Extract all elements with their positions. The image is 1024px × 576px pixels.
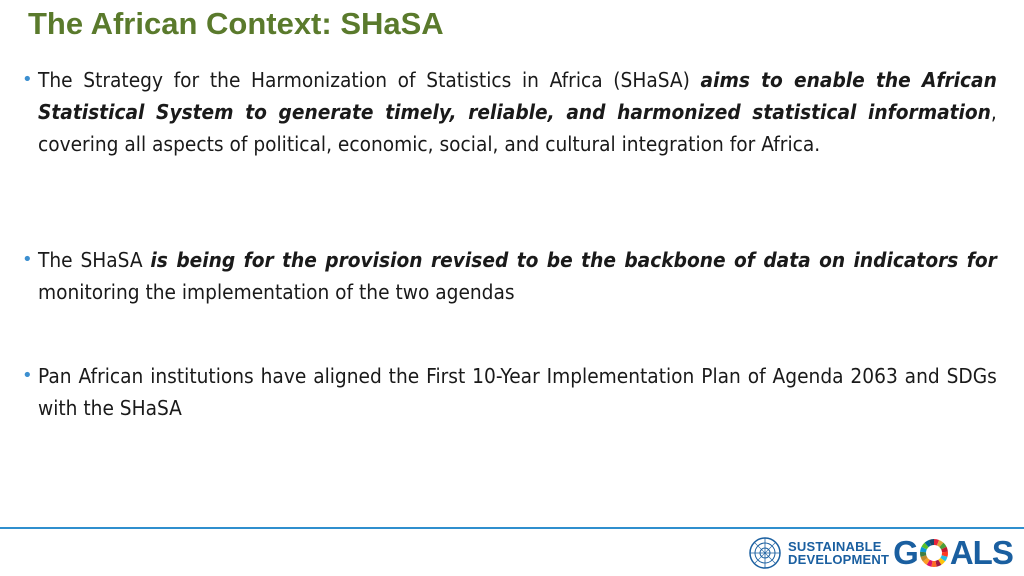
bullet-text-segment: monitoring the implementation of the two agendas [38,280,515,304]
sdg-color-wheel-icon [919,538,949,568]
bullet-dot-icon: • [22,249,33,270]
bullet-dot-icon: • [22,365,33,386]
goals-prefix: G [893,534,918,571]
footer-divider [0,527,1024,529]
bullet-text [38,244,997,308]
bullet-dot-icon: • [22,69,33,90]
un-emblem-icon [748,536,782,570]
goals-wordmark [893,534,1013,572]
bullet-text-segment: , covering all aspects of political, economic, social, and cultural integration for Africa. [38,100,997,156]
bullet-text-segment: The SHaSA [38,248,151,272]
bullet-text [38,64,997,160]
bullet-item [22,64,997,160]
bullet-item [22,244,997,308]
sdg-line2: DEVELOPMENT [788,552,890,567]
slide-title: The African Context: SHaSA [28,6,444,41]
bullet-emphasis-segment: aims to enable the African Statistical System to generate timely, reliable, and harmonized statistical information [38,68,997,124]
bullet-text-segment: The Strategy for the Harmonization of Statistics in Africa (SHaSA) [38,68,701,92]
sdg-wordmark [788,540,889,566]
bullet-item [22,360,997,424]
bullet-text-segment: Pan African institutions have aligned the First 10-Year Implementation Plan of Agenda 2063 and SDGs with the SHaSA [38,364,997,420]
sdg-logo [748,533,1016,573]
goals-suffix: ALS [949,534,1013,571]
bullet-emphasis-segment: is being for the provision revised to be the backbone of data on indicators for [150,248,997,272]
sdg-line1: SUSTAINABLE [788,539,882,554]
bullet-text [38,360,997,424]
